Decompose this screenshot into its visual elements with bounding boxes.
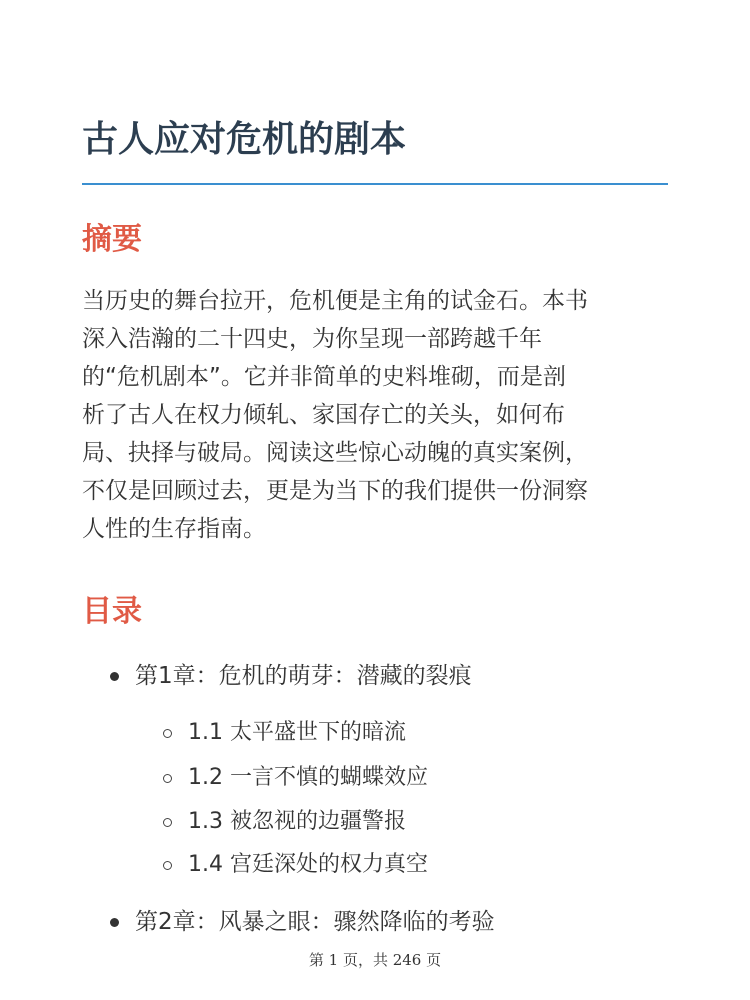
abstract-line: 析了古人在权力倾轧、家国存亡的关头，如何布 bbox=[82, 402, 565, 428]
hollow-bullet-icon bbox=[163, 818, 172, 827]
filled-bullet-icon bbox=[110, 918, 119, 927]
hollow-bullet-icon bbox=[163, 861, 172, 870]
toc-section-label: 1.3 被忽视的边疆警报 bbox=[188, 809, 406, 834]
toc-section-label: 1.1 太平盛世下的暗流 bbox=[188, 720, 406, 745]
abstract-heading: 摘要 bbox=[82, 222, 142, 257]
toc-section-1-2[interactable] bbox=[188, 762, 428, 794]
title-divider bbox=[82, 183, 668, 185]
toc-section-label: 1.2 一言不慎的蝴蝶效应 bbox=[188, 765, 428, 790]
toc-chapter-label: 第2章：风暴之眼：骤然降临的考验 bbox=[135, 909, 495, 935]
toc-section-1-4[interactable] bbox=[188, 849, 428, 881]
toc-section-1-3[interactable] bbox=[188, 806, 406, 838]
toc-chapter-1[interactable] bbox=[135, 660, 472, 692]
abstract-line: 当历史的舞台拉开，危机便是主角的试金石。本书 bbox=[82, 288, 588, 314]
abstract-line: 人性的生存指南。 bbox=[82, 516, 266, 542]
toc-chapter-label: 第1章：危机的萌芽：潜藏的裂痕 bbox=[135, 663, 472, 689]
abstract-line: 不仅是回顾过去，更是为当下的我们提供一份洞察 bbox=[82, 478, 588, 504]
document-title: 古人应对危机的剧本 bbox=[82, 119, 407, 160]
toc-section-1-1[interactable] bbox=[188, 717, 406, 749]
toc-section-label: 1.4 宫廷深处的权力真空 bbox=[188, 852, 428, 877]
toc-chapter-2[interactable] bbox=[135, 906, 495, 938]
abstract-line: 深入浩瀚的二十四史，为你呈现一部跨越千年 bbox=[82, 326, 542, 352]
abstract-line: 的“危机剧本”。它并非简单的史料堆砌，而是剖 bbox=[82, 364, 566, 390]
abstract-paragraph bbox=[82, 282, 672, 548]
hollow-bullet-icon bbox=[163, 729, 172, 738]
filled-bullet-icon bbox=[110, 672, 119, 681]
toc-heading: 目录 bbox=[82, 594, 142, 629]
hollow-bullet-icon bbox=[163, 774, 172, 783]
page-footer: 第 1 页，共 246 页 bbox=[308, 951, 442, 969]
abstract-line: 局、抉择与破局。阅读这些惊心动魄的真实案例， bbox=[82, 440, 588, 466]
